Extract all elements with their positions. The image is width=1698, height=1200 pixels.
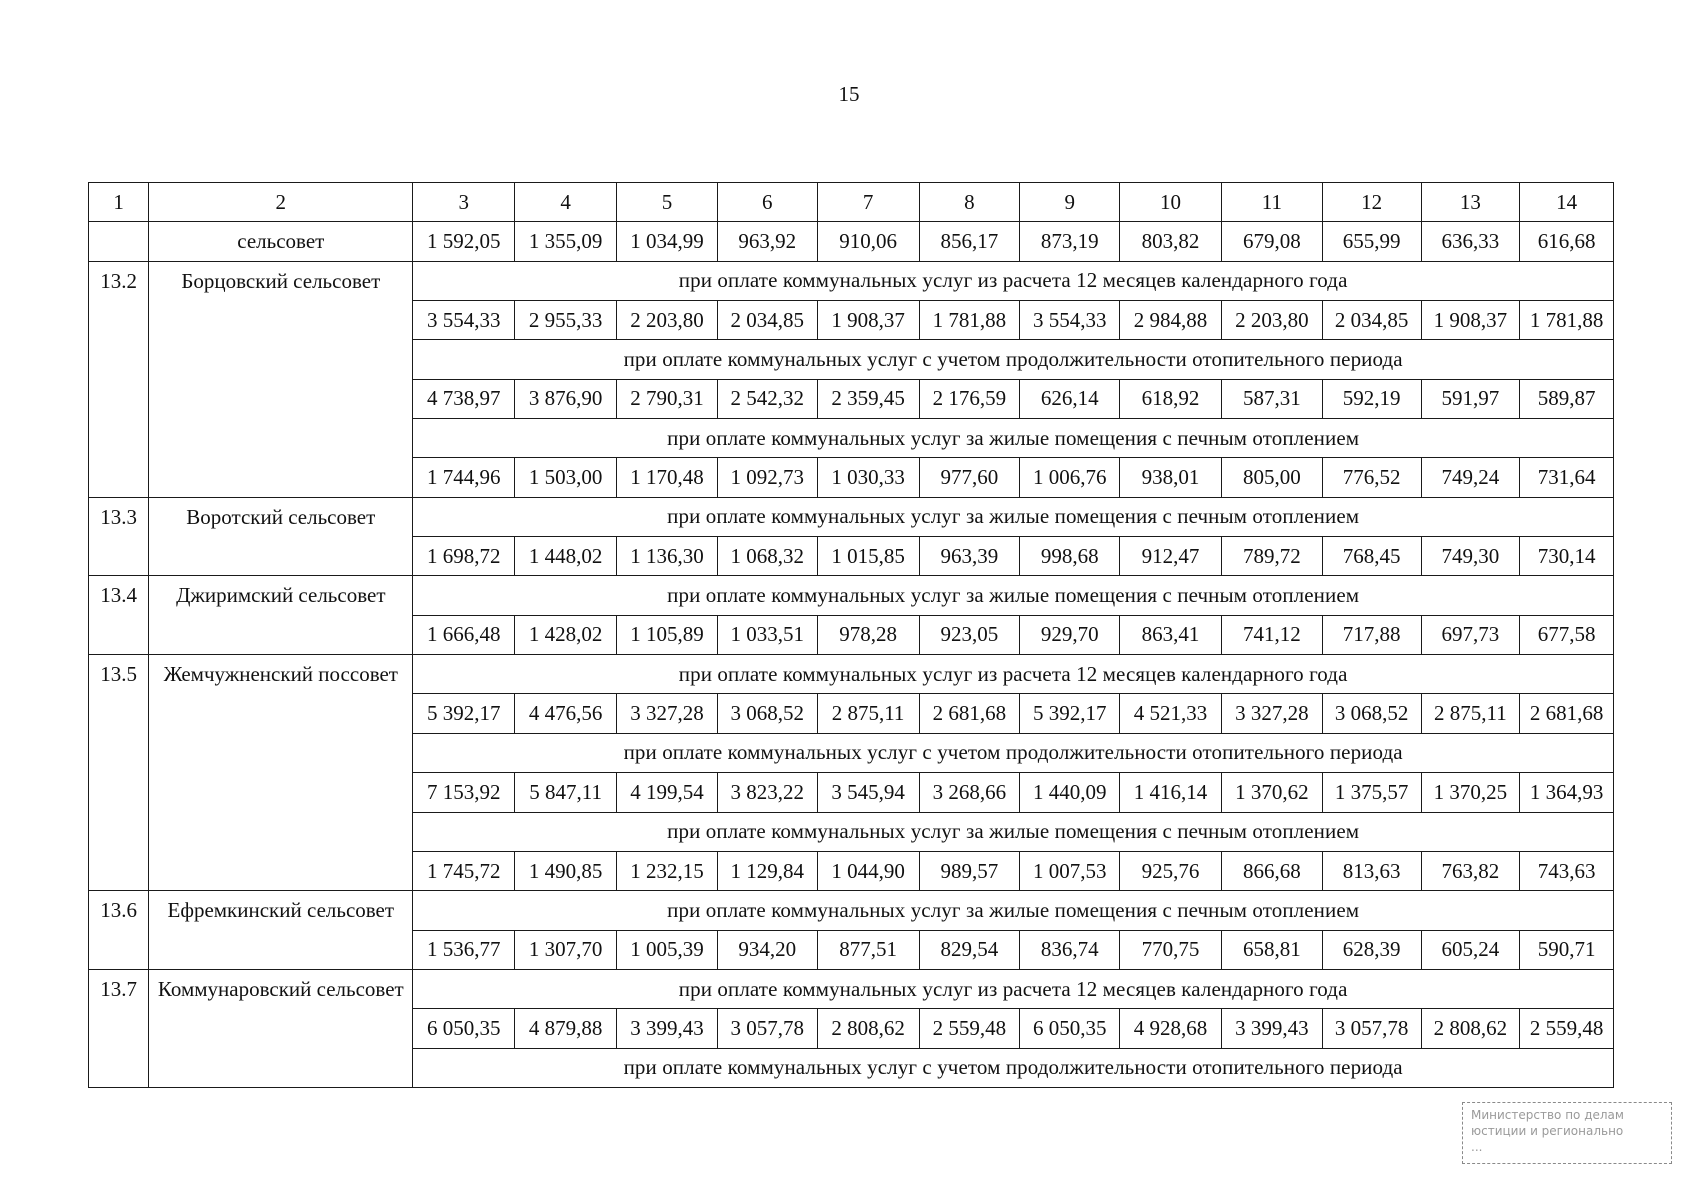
value-cell: 4 521,33: [1120, 694, 1222, 733]
condition-label: при оплате коммунальных услуг с учетом продолжительности отопительного периода: [413, 1048, 1614, 1087]
value-cell: 1 781,88: [1520, 301, 1614, 340]
value-cell: 3 057,78: [717, 1009, 817, 1048]
value-cell: 618,92: [1120, 379, 1222, 418]
row-code-cell: [89, 222, 149, 261]
column-header: 10: [1120, 183, 1222, 222]
value-cell: 587,31: [1221, 379, 1322, 418]
value-cell: 1 536,77: [413, 930, 515, 969]
column-header: 5: [617, 183, 718, 222]
value-cell: 803,82: [1120, 222, 1222, 261]
condition-label: при оплате коммунальных услуг из расчета 12 месяцев календарного года: [413, 655, 1614, 694]
value-cell: 741,12: [1221, 615, 1322, 654]
value-cell: 768,45: [1322, 537, 1421, 576]
value-cell: 658,81: [1221, 930, 1322, 969]
value-cell: 1 007,53: [1020, 851, 1120, 890]
value-cell: 1 129,84: [717, 851, 817, 890]
value-cell: 2 808,62: [817, 1009, 919, 1048]
value-cell: 5 392,17: [413, 694, 515, 733]
value-cell: 1 033,51: [717, 615, 817, 654]
stamp-line: юстиции и регионально: [1471, 1124, 1624, 1138]
value-cell: 1 744,96: [413, 458, 515, 497]
value-cell: 873,19: [1020, 222, 1120, 261]
value-cell: 963,92: [717, 222, 817, 261]
value-cell: 1 005,39: [617, 930, 718, 969]
value-cell: 590,71: [1520, 930, 1614, 969]
column-header: 11: [1221, 183, 1322, 222]
value-cell: 1 416,14: [1120, 773, 1222, 812]
value-cell: 3 327,28: [1221, 694, 1322, 733]
value-cell: 877,51: [817, 930, 919, 969]
column-header: 2: [149, 183, 413, 222]
value-cell: 1 440,09: [1020, 773, 1120, 812]
column-header: 1: [89, 183, 149, 222]
value-cell: 2 875,11: [1421, 694, 1520, 733]
value-cell: 805,00: [1221, 458, 1322, 497]
section-code: 13.7: [89, 969, 149, 1087]
value-cell: 2 808,62: [1421, 1009, 1520, 1048]
value-cell: 3 823,22: [717, 773, 817, 812]
value-cell: 978,28: [817, 615, 919, 654]
value-cell: 1 428,02: [515, 615, 617, 654]
section-code: 13.4: [89, 576, 149, 655]
column-header: 6: [717, 183, 817, 222]
value-cell: 749,24: [1421, 458, 1520, 497]
value-cell: 763,82: [1421, 851, 1520, 890]
condition-row: [89, 261, 1614, 300]
value-cell: 1 364,93: [1520, 773, 1614, 812]
column-header: 7: [817, 183, 919, 222]
value-cell: 731,64: [1520, 458, 1614, 497]
value-cell: 829,54: [919, 930, 1020, 969]
value-cell: 1 232,15: [617, 851, 718, 890]
value-cell: 743,63: [1520, 851, 1614, 890]
value-cell: 3 068,52: [1322, 694, 1421, 733]
value-cell: 1 105,89: [617, 615, 718, 654]
value-cell: 5 392,17: [1020, 694, 1120, 733]
value-cell: 3 545,94: [817, 773, 919, 812]
condition-label: при оплате коммунальных услуг за жилые помещения с печным отоплением: [413, 891, 1614, 930]
value-cell: 4 738,97: [413, 379, 515, 418]
stamp-line: Министерство по делам: [1471, 1108, 1624, 1122]
value-cell: 1 170,48: [617, 458, 718, 497]
value-cell: 3 876,90: [515, 379, 617, 418]
value-cell: 2 681,68: [1520, 694, 1614, 733]
value-cell: 1 745,72: [413, 851, 515, 890]
value-cell: 3 399,43: [617, 1009, 718, 1048]
column-header: 8: [919, 183, 1020, 222]
section-name: Жемчужненский поссовет: [149, 655, 413, 891]
value-cell: 2 359,45: [817, 379, 919, 418]
value-cell: 1 448,02: [515, 537, 617, 576]
condition-label: при оплате коммунальных услуг с учетом продолжительности отопительного периода: [413, 733, 1614, 772]
section-code: 13.5: [89, 655, 149, 891]
value-cell: 589,87: [1520, 379, 1614, 418]
value-cell: 2 034,85: [717, 301, 817, 340]
value-cell: 2 681,68: [919, 694, 1020, 733]
value-cell: 2 559,48: [1520, 1009, 1614, 1048]
value-cell: 1 034,99: [617, 222, 718, 261]
column-header: 14: [1520, 183, 1614, 222]
value-cell: 836,74: [1020, 930, 1120, 969]
value-cell: 616,68: [1520, 222, 1614, 261]
value-cell: 2 875,11: [817, 694, 919, 733]
value-cell: 3 399,43: [1221, 1009, 1322, 1048]
value-cell: 3 068,52: [717, 694, 817, 733]
value-cell: 912,47: [1120, 537, 1222, 576]
section-code: 13.2: [89, 261, 149, 497]
value-cell: 1 307,70: [515, 930, 617, 969]
stamp-line: ...: [1471, 1140, 1483, 1154]
value-cell: 4 199,54: [617, 773, 718, 812]
value-cell: 938,01: [1120, 458, 1222, 497]
value-cell: 776,52: [1322, 458, 1421, 497]
condition-label: при оплате коммунальных услуг за жилые помещения с печным отоплением: [413, 576, 1614, 615]
value-cell: 856,17: [919, 222, 1020, 261]
value-cell: 4 879,88: [515, 1009, 617, 1048]
value-cell: 2 176,59: [919, 379, 1020, 418]
value-cell: 1 490,85: [515, 851, 617, 890]
value-cell: 923,05: [919, 615, 1020, 654]
value-cell: 605,24: [1421, 930, 1520, 969]
value-cell: 934,20: [717, 930, 817, 969]
value-cell: 2 559,48: [919, 1009, 1020, 1048]
tariff-table: [88, 182, 1614, 1088]
value-cell: 2 542,32: [717, 379, 817, 418]
column-header: 13: [1421, 183, 1520, 222]
value-cell: 3 268,66: [919, 773, 1020, 812]
condition-label: при оплате коммунальных услуг за жилые помещения с печным отоплением: [413, 419, 1614, 458]
value-cell: 1 015,85: [817, 537, 919, 576]
value-cell: 1 592,05: [413, 222, 515, 261]
column-header: 12: [1322, 183, 1421, 222]
value-cell: 3 327,28: [617, 694, 718, 733]
value-cell: 626,14: [1020, 379, 1120, 418]
value-cell: 592,19: [1322, 379, 1421, 418]
value-cell: 789,72: [1221, 537, 1322, 576]
value-cell: 5 847,11: [515, 773, 617, 812]
value-cell: 697,73: [1421, 615, 1520, 654]
value-cell: 1 908,37: [1421, 301, 1520, 340]
value-cell: 749,30: [1421, 537, 1520, 576]
value-cell: 2 034,85: [1322, 301, 1421, 340]
value-cell: 1 503,00: [515, 458, 617, 497]
table-row: [89, 222, 1614, 261]
value-cell: 998,68: [1020, 537, 1120, 576]
value-cell: 1 698,72: [413, 537, 515, 576]
value-cell: 1 136,30: [617, 537, 718, 576]
value-cell: 1 370,62: [1221, 773, 1322, 812]
section-name: Коммунаровский сельсовет: [149, 969, 413, 1087]
value-cell: 1 370,25: [1421, 773, 1520, 812]
value-cell: 679,08: [1221, 222, 1322, 261]
section-code: 13.6: [89, 891, 149, 970]
section-code: 13.3: [89, 497, 149, 576]
condition-row: [89, 576, 1614, 615]
value-cell: 4 928,68: [1120, 1009, 1222, 1048]
registration-stamp: [1462, 1102, 1672, 1164]
value-cell: 1 355,09: [515, 222, 617, 261]
value-cell: 989,57: [919, 851, 1020, 890]
value-cell: 730,14: [1520, 537, 1614, 576]
value-cell: 910,06: [817, 222, 919, 261]
value-cell: 677,58: [1520, 615, 1614, 654]
value-cell: 2 790,31: [617, 379, 718, 418]
condition-row: [89, 969, 1614, 1008]
page-number: 15: [838, 82, 860, 106]
value-cell: 591,97: [1421, 379, 1520, 418]
value-cell: 963,39: [919, 537, 1020, 576]
value-cell: 770,75: [1120, 930, 1222, 969]
value-cell: 813,63: [1322, 851, 1421, 890]
condition-label: при оплате коммунальных услуг за жилые помещения с печным отоплением: [413, 812, 1614, 851]
condition-row: [89, 891, 1614, 930]
column-header: 9: [1020, 183, 1120, 222]
value-cell: 2 984,88: [1120, 301, 1222, 340]
value-cell: 6 050,35: [413, 1009, 515, 1048]
value-cell: 2 203,80: [617, 301, 718, 340]
value-cell: 3 554,33: [413, 301, 515, 340]
value-cell: 1 781,88: [919, 301, 1020, 340]
condition-label: при оплате коммунальных услуг с учетом продолжительности отопительного периода: [413, 340, 1614, 379]
condition-label: при оплате коммунальных услуг из расчета 12 месяцев календарного года: [413, 969, 1614, 1008]
condition-row: [89, 655, 1614, 694]
value-cell: 1 030,33: [817, 458, 919, 497]
value-cell: 1 375,57: [1322, 773, 1421, 812]
value-cell: 717,88: [1322, 615, 1421, 654]
condition-row: [89, 497, 1614, 536]
value-cell: 655,99: [1322, 222, 1421, 261]
value-cell: 6 050,35: [1020, 1009, 1120, 1048]
value-cell: 628,39: [1322, 930, 1421, 969]
section-name: Воротский сельсовет: [149, 497, 413, 576]
section-name: Джиримский сельсовет: [149, 576, 413, 655]
value-cell: 2 203,80: [1221, 301, 1322, 340]
value-cell: 7 153,92: [413, 773, 515, 812]
value-cell: 2 955,33: [515, 301, 617, 340]
section-name: Борцовский сельсовет: [149, 261, 413, 497]
value-cell: 1 006,76: [1020, 458, 1120, 497]
row-name-cell: сельсовет: [149, 222, 413, 261]
column-header: 4: [515, 183, 617, 222]
condition-label: при оплате коммунальных услуг из расчета 12 месяцев календарного года: [413, 261, 1614, 300]
value-cell: 4 476,56: [515, 694, 617, 733]
value-cell: 929,70: [1020, 615, 1120, 654]
value-cell: 636,33: [1421, 222, 1520, 261]
value-cell: 1 908,37: [817, 301, 919, 340]
condition-label: при оплате коммунальных услуг за жилые помещения с печным отоплением: [413, 497, 1614, 536]
column-header: 3: [413, 183, 515, 222]
value-cell: 3 057,78: [1322, 1009, 1421, 1048]
value-cell: 1 068,32: [717, 537, 817, 576]
section-name: Ефремкинский сельсовет: [149, 891, 413, 970]
value-cell: 863,41: [1120, 615, 1222, 654]
value-cell: 977,60: [919, 458, 1020, 497]
value-cell: 925,76: [1120, 851, 1222, 890]
value-cell: 1 666,48: [413, 615, 515, 654]
value-cell: 1 044,90: [817, 851, 919, 890]
value-cell: 866,68: [1221, 851, 1322, 890]
value-cell: 1 092,73: [717, 458, 817, 497]
value-cell: 3 554,33: [1020, 301, 1120, 340]
